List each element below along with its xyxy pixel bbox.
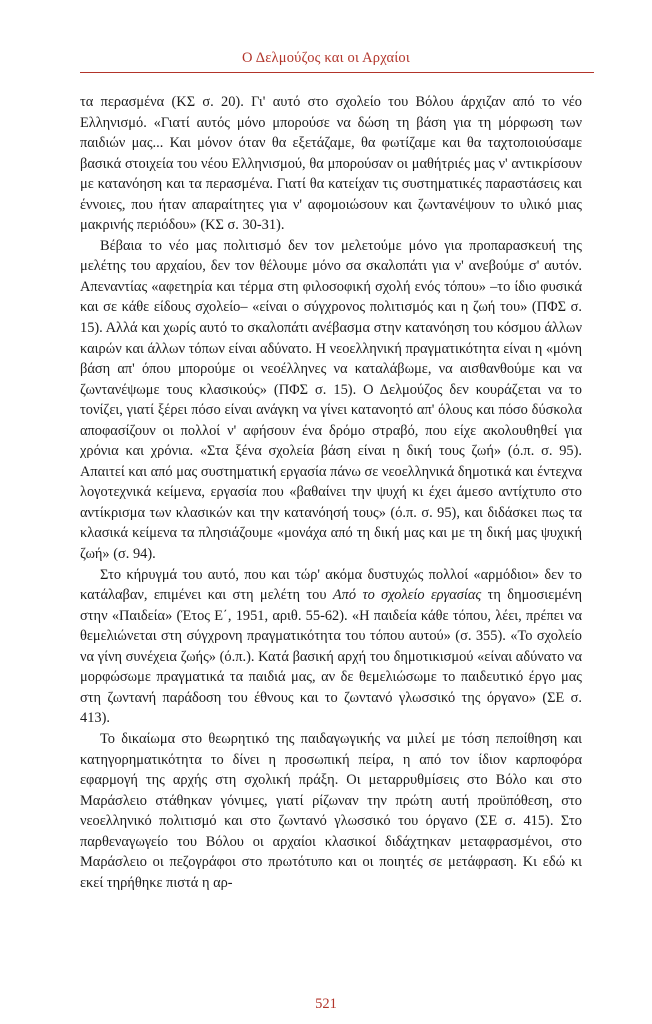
paragraph-2: Βέβαια το νέο μας πολιτισμό δεν τον μελετούμε μόνο για προπαρασκευή της μελέτης του αρχαίου, δεν τον θέλουμε μόνο σα σκαλοπάτι για ν' ανεβούμε σ' αυτόν. Απεναντίας «αφετηρία και τέρμα στη φιλοσοφική σχολή ενός τόπου» –το ίδιο φυσικά και σε κάθε είδους σχολείο– «είναι ο σύγχρονος πολιτισμός και η ζωή του» (ΠΦΣ σ. 15). Αλλά και χωρίς αυτό το σκαλοπάτι ανέβασμα στην κατανόηση του κόσμου άλλων καιρών και άλλων τόπων είναι αδύνατο. Η νεοελληνική πραγματικότητα είναι η «μόνη βάση απ' όπου μπορούμε οι νεοέλληνες να καταλάβωμε, να αισθανθούμε και να ζωντανέψωμε τους κλασικούς» (ΠΦΣ σ. 15). Ο Δελμούζος δεν κουράζεται να το τονίζει, γιατί ξέρει πόσο είναι ανάγκη να γίνει κατανοητό απ' όλους και πόσο δύσκολα αποφασίζουν οι πολλοί ν' αφήσουν ένα δρόμο στραβό, που είχε ακολουθηθεί για χρόνια και χρόνια. «Στα ξένα σχολεία βάση είναι η δική τους ζωή» (ό.π. σ. 95). Απαιτεί και από μας συστηματική εργασία πάνω σε νεοελληνικά δημοτικά και έντεχνα λογοτεχνικά κείμενα, εργασία που «βαθαίνει την ψυχή κι έχει άμεσο αντίχτυπο στο αντίκρισμα των κλασικών και την κατανόησή τους» (ό.π. σ. 95), και διδάσκει πως τα κλασικά κείμενα τα πλησιάζουμε «μονάχα από τη δική μας και με τη δική μας ψυχική ζωή» (σ. 94).: [80, 237, 582, 563]
running-title: Ο Δελμούζος και οι Αρχαίοι: [242, 50, 410, 66]
body-text: [80, 92, 582, 893]
book-title-italic: Από το σχολείο εργασίας: [332, 587, 482, 604]
paragraph-3: [80, 565, 582, 729]
paragraph-1: τα περασμένα (ΚΣ σ. 20). Γι' αυτό στο σχολείο του Βόλου άρχιζαν από το νέο Ελληνισμό. «Γιατί αυτός μόνο μπορούσε να δώση τη βάση για τη μόρφωση των παιδιών μας... Και μόνον όταν θα εξετάζαμε, θα φωτίζαμε και θα ταχτοποιούσαμε βασικά στοιχεία του νέου Ελληνισμού, θα μπορούσαν οι μαθήτριές μας ν' αντικρίσουν με κατανόηση και τα περασμένα. Γιατί θα κατείχαν τις συστηματικές παραστάσεις και έννοιες, που ήταν απαραίτητες για ν' αφομοιώσουν και ζωντανέψουν το υλικό μιας μακρινής περιόδου» (ΚΣ σ. 30-31).: [80, 94, 582, 234]
header-rule: [80, 72, 594, 73]
paragraph-4: Το δικαίωμα στο θεωρητικό της παιδαγωγικής να μιλεί με τόση πεποίθηση και κατηγορηματικότητα το δίνει η προσωπική πείρα, η από τον ίδιον καρποφόρα εφαρμογή της αρχής στη σχολική πράξη. Οι μεταρρυθμίσεις στο Βόλο και στο Μαράσλειο στάθηκαν γόνιμες, γιατί ρίζωναν την πρώτη αυτή προϋπόθεση, στο νεοελληνικό πολιτισμό και στο ζωντανό γλωσσικό του όργανο (ΣΕ σ. 415). Στο παρθεναγωγείο του Βόλου οι αρχαίοι κλασικοί διδάχτηκαν μεταφρασμένοι, στο Μαράσλειο οι πεζογράφοι στο πρωτότυπο και οι ποιητές σε μετάφραση. Κι εδώ κι εκεί τηρήθηκε πιστά η αρ-: [80, 730, 582, 891]
paragraph-3-text-before: Στο κήρυγμά του αυτό, που και τώρ' ακόμα δυστυχώς πολλοί «αρμόδιοι» δεν το κατάλαβαν, επιμένει και στη μελέτη του: [80, 566, 582, 604]
page-number: 521: [315, 996, 337, 1012]
paragraph-3-text-after: τη δημοσιεμένη στην «Παιδεία» (Έτος Ε΄, 1951, αριθ. 55-62). «Η παιδεία κάθε τόπου, λέει, πρέπει να θεμελιώνεται στη σύγχρονη πραγματικότητα του τόπου αυτού» (σ. 355). «Το σχολείο να γίνη συνέχεια ζωής» (ό.π.). Κατά βασική αρχή του δημοτικισμού «είναι αδύνατο να μορφώσωμε πραγματικά τα παιδιά μας, αν δε θεμελιώσωμε το παιδευτικό έργο μας στη ζωντανή παράδοση του έθνους και το ζωντανό γλωσσικό της όργανο» (ΣΕ σ. 413).: [80, 587, 582, 727]
